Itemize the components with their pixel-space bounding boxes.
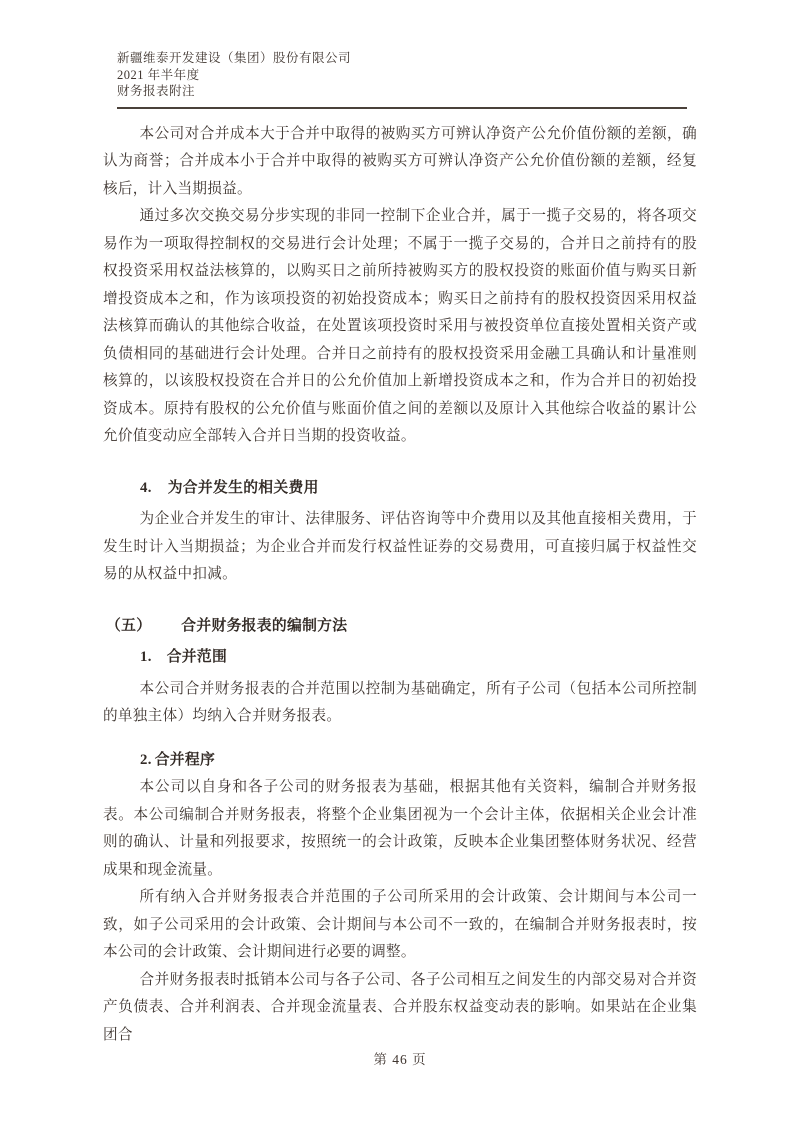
heading-consolidation-method [106, 613, 697, 641]
header-company-name: 新疆维泰开发建设（集团）股份有限公司 [117, 51, 352, 65]
paragraph-intercompany-elimination: 合并财务报表时抵销本公司与各子公司、各子公司相互之间发生的内部交易对合并资产负债表、合并利润表、合并现金流量表、合并股东权益变动表的影响。如果站在企业集团合 [103, 971, 697, 1043]
heading-number: （五） [106, 617, 152, 634]
header-divider-rule [117, 107, 687, 109]
heading-consolidation-scope [140, 644, 697, 672]
heading-title: 为合并发生的相关费用 [167, 479, 319, 496]
paragraph-goodwill-recognition: 本公司对合并成本大于合并中取得的被购买方可辨认净资产公允价值份额的差额，确认为商誉；合并成本小于合并中取得的被购买方可辨认净资产公允价值份额的差额，经复核后，计入当期损益。 [103, 125, 697, 197]
heading-number: 4. [140, 479, 152, 496]
heading-merger-related-costs [140, 475, 697, 503]
heading-title: 合并财务报表的编制方法 [181, 617, 348, 634]
header-report-period: 2021 年半年度 [117, 67, 200, 82]
page-footer [103, 1048, 697, 1068]
paragraph-consolidation-procedure: 本公司以自身和各子公司的财务报表为基础，根据其他有关资料，编制合并财务报表。本公司编制合并财务报表，将整个企业集团视为一个会计主体，依据相关企业会计准则的确认、计量和列报要求，按照统一的会计政策，反映本企业集团整体财务状况、经营成果和现金流量。 [103, 779, 697, 878]
page-header [117, 50, 697, 100]
header-doc-title: 财务报表附注 [117, 84, 196, 98]
heading-number: 1. [140, 649, 152, 665]
heading-title: 合并程序 [154, 751, 216, 768]
paragraph-merger-costs: 为企业合并发生的审计、法律服务、评估咨询等中介费用以及其他直接相关费用，于发生时计入当期损益；为企业合并而发行权益性证券的交易费用，可直接归属于权益性交易的从权益中扣减。 [103, 511, 697, 582]
heading-title: 合并范围 [166, 649, 228, 665]
paragraph-accounting-policies-alignment: 所有纳入合并财务报表合并范围的子公司所采用的会计政策、会计期间与本公司一致，如子公司采用的会计政策、会计期间与本公司不一致的，在编制合并财务报表时，按本公司的会计政策、会计期间进行必要的调整。 [103, 889, 697, 960]
notes-body [103, 121, 697, 1050]
paragraph-consolidation-scope: 本公司合并财务报表的合并范围以控制为基础确定，所有子公司（包括本公司所控制的单独主体）均纳入合并财务报表。 [103, 680, 697, 724]
heading-number: 2. [140, 751, 152, 768]
page-number: 第 46 页 [373, 1052, 427, 1067]
heading-consolidation-procedure [140, 747, 697, 775]
paragraph-step-acquisition: 通过多次交换交易分步实现的非同一控制下企业合并，属于一揽子交易的，将各项交易作为一项取得控制权的交易进行会计处理；不属于一揽子交易的，合并日之前持有的股权投资采用权益法核算的，以购买日之前所持被购买方的股权投资的账面价值与购买日新增投资成本之和，作为该项投资的初始投资成本；购买日之前持有的股权投资因采用权益法核算而确认的其他综合收益，在处置该项投资时采用与被投资单位直接处置相关资产或负债相同的基础进行会计处理。合并日之前持有的股权投资采用金融工具确认和计量准则核算的，以该股权投资在合并日的公允价值加上新增投资成本之和，作为合并日的初始投资成本。原持有股权的公允价值与账面价值之间的差额以及原计入其他综合收益的累计公允价值变动应全部转入合并日当期的投资收益。 [103, 208, 697, 444]
